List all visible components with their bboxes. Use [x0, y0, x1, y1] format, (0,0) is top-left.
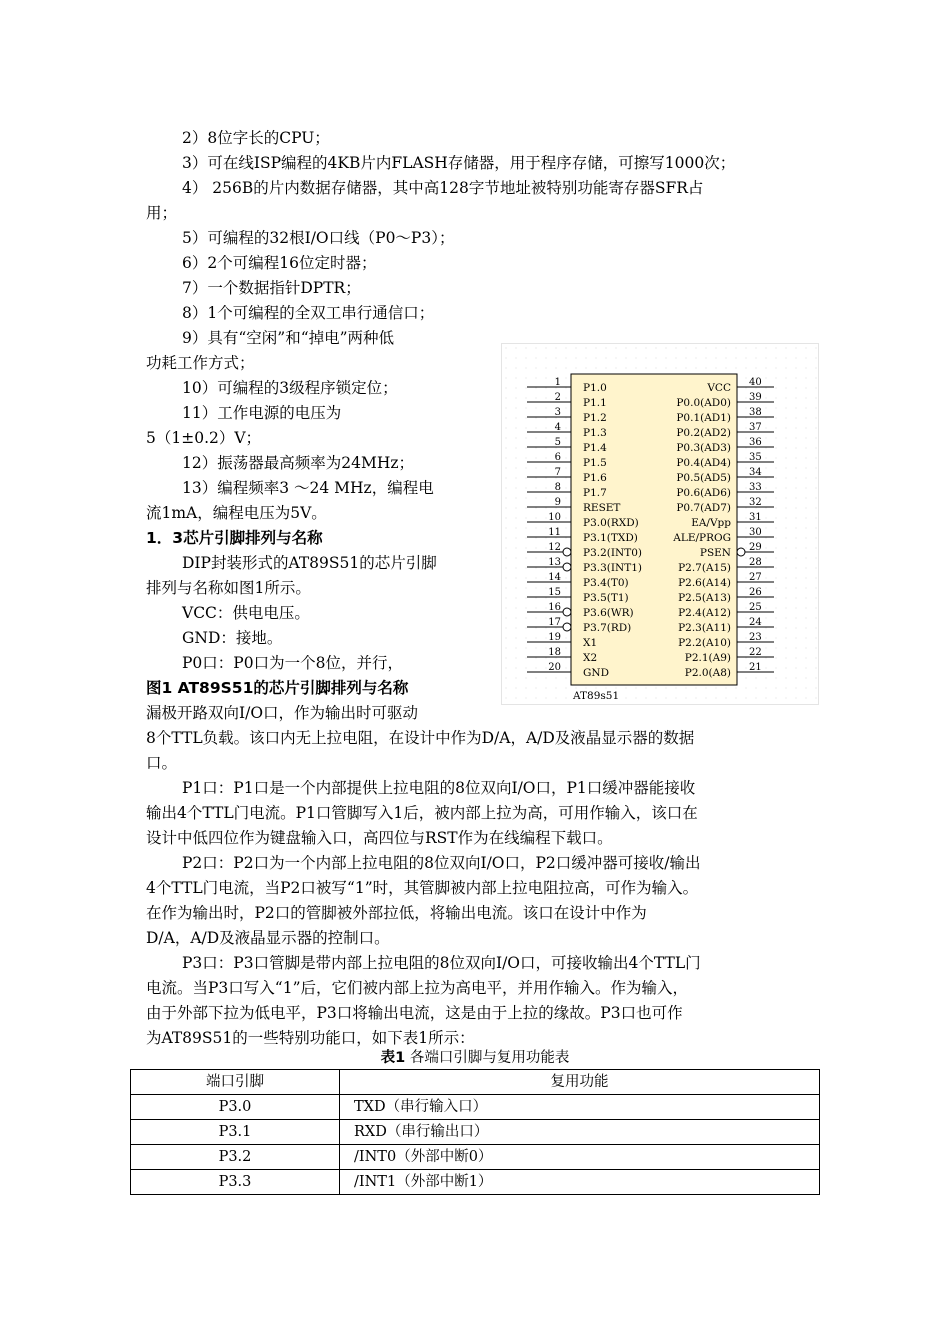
list-item-13: 13）编程频率3 ～24 MHz，编程电: [182, 479, 434, 497]
left-pin-number: 15: [548, 587, 561, 598]
right-pin-number: 38: [749, 407, 762, 418]
gnd-line: GND：接地。: [182, 629, 283, 647]
list-item-5: 5）可编程的32根I/O口线（P0～P3）；: [182, 229, 455, 247]
p3-paragraph-cont-2: 由于外部下拉为低电平，P3口将输出电流，这是由于上拉的缘故。P3口也可作: [146, 1004, 683, 1022]
p0-paragraph: P0口：P0口为一个8位，并行，: [182, 654, 403, 672]
left-pin-label: P1.4: [583, 442, 607, 454]
right-pin-number: 40: [749, 377, 762, 388]
left-pin-label: P3.7(RD): [583, 622, 632, 634]
left-pin-number: 16: [548, 602, 561, 613]
right-pin-label: P0.5(AD5): [676, 472, 731, 484]
left-pin-number: 10: [548, 512, 561, 523]
list-item-6: 6）2个可编程16位定时器；: [182, 254, 377, 272]
right-pin-label: P0.2(AD2): [676, 427, 731, 439]
left-pin-number: 9: [554, 497, 561, 508]
chip-name: AT89s51: [573, 690, 620, 702]
p0-paragraph-cont-3: 口。: [146, 754, 178, 772]
vcc-line: VCC：供电电压。: [182, 604, 310, 622]
p3-paragraph-cont-3: 为AT89S51的一些特别功能口，如下表1所示：: [146, 1029, 475, 1047]
table-header-row: [131, 1070, 820, 1095]
header-function: 复用功能: [340, 1070, 820, 1095]
left-pin-label: P1.5: [583, 457, 607, 469]
right-pin-label: VCC: [707, 382, 731, 394]
right-pin-number: 35: [749, 452, 762, 463]
right-pin-number: 34: [749, 467, 762, 478]
right-pin-label: P0.1(AD1): [676, 412, 731, 424]
left-pin-label: RESET: [583, 502, 621, 514]
left-pin-bubble-17: [563, 623, 571, 631]
right-pin-label: EA/Vpp: [691, 517, 731, 529]
p2-paragraph-cont-1: 4个TTL门电流，当P2口被写“1”时，其管脚被内部上拉电阻拉高，可作为输入。: [146, 879, 699, 897]
dip-paragraph: DIP封装形式的AT89S51的芯片引脚: [182, 554, 437, 572]
left-pin-label: P1.0: [583, 382, 607, 394]
right-pin-label: P2.0(A8): [684, 667, 731, 679]
table-caption-number: 表1: [380, 1050, 406, 1066]
table-caption-text: 各端口引脚与复用功能表: [405, 1050, 570, 1066]
right-pin-number: 21: [749, 662, 762, 673]
p2-paragraph-cont-3: D/A，A/D及液晶显示器的控制口。: [146, 929, 390, 947]
right-pin-label: P2.4(A12): [678, 607, 731, 619]
left-pin-label: P1.2: [583, 412, 607, 424]
left-pin-number: 4: [554, 422, 561, 433]
left-pin-number: 11: [548, 527, 561, 538]
right-pin-number: 29: [749, 542, 762, 553]
list-item-7: 7）一个数据指针DPTR；: [182, 279, 361, 297]
left-pin-label: P3.1(TXD): [583, 532, 638, 544]
left-pin-label: P3.6(WR): [583, 607, 634, 619]
left-pin-number: 1: [554, 377, 561, 388]
left-pin-bubble-16: [563, 608, 571, 616]
cell-function: /INT1（外部中断1）: [340, 1170, 820, 1195]
right-pin-label: ALE/PROG: [673, 532, 731, 544]
table-row: [131, 1120, 820, 1145]
left-pin-number: 3: [554, 407, 561, 418]
left-pin-label: GND: [583, 667, 609, 679]
p0-paragraph-cont-2: 8个TTL负载。该口内无上拉电阻，在设计中作为D/A，A/D及液晶显示器的数据: [146, 729, 695, 747]
list-item-10: 10）可编程的3级程序锁定位；: [182, 379, 398, 397]
left-pin-label: P1.7: [583, 487, 607, 499]
p1-paragraph: P1口：P1口是一个内部提供上拉电阻的8位双向I/O口，P1口缓冲器能接收: [182, 779, 696, 797]
p2-paragraph: P2口：P2口为一个内部上拉电阻的8位双向I/O口，P2口缓冲器可接收/输出: [182, 854, 701, 872]
left-pin-label: P3.5(T1): [583, 592, 629, 604]
left-pin-number: 14: [548, 572, 561, 583]
list-item-9-cont: 功耗工作方式；: [146, 354, 255, 372]
list-item-8: 8）1个可编程的全双工串行通信口；: [182, 304, 435, 322]
table-row: [131, 1145, 820, 1170]
left-pin-number: 2: [554, 392, 561, 403]
left-pin-label: X2: [583, 652, 598, 664]
chip-pinout-figure: [501, 343, 819, 705]
list-item-11-cont: 5（1±0.2）V；: [146, 429, 262, 447]
right-pin-number: 28: [749, 557, 762, 568]
right-pin-number: 36: [749, 437, 762, 448]
right-pin-number: 25: [749, 602, 762, 613]
cell-pin: P3.3: [131, 1170, 340, 1195]
left-pin-number: 8: [554, 482, 561, 493]
p1-paragraph-cont-2: 设计中低四位作为键盘输入口，高四位与RST作为在线编程下载口。: [146, 829, 613, 847]
cell-function: /INT0（外部中断0）: [340, 1145, 820, 1170]
right-pin-number: 24: [749, 617, 762, 628]
table-row: [131, 1170, 820, 1195]
left-pin-label: P3.3(INT1): [583, 562, 642, 574]
cell-function: RXD（串行输出口）: [340, 1120, 820, 1145]
left-pin-label: P1.3: [583, 427, 607, 439]
left-pin-label: P1.6: [583, 472, 607, 484]
left-pin-bubble-12: [563, 548, 571, 556]
right-pin-number: 27: [749, 572, 762, 583]
right-pin-number: 26: [749, 587, 762, 598]
list-item-13-cont: 流1mA，编程电压为5V。: [146, 504, 327, 522]
left-pin-number: 19: [548, 632, 561, 643]
left-pin-label: P1.1: [583, 397, 607, 409]
port-function-table: [130, 1069, 820, 1195]
right-pin-label: P0.0(AD0): [676, 397, 731, 409]
right-pin-label: P2.1(A9): [684, 652, 731, 664]
right-pin-label: P2.6(A14): [678, 577, 731, 589]
left-pin-number: 17: [548, 617, 561, 628]
right-pin-label: P2.7(A15): [678, 562, 731, 574]
right-pin-number: 30: [749, 527, 762, 538]
cell-pin: P3.0: [131, 1095, 340, 1120]
right-pin-label: P0.4(AD4): [676, 457, 731, 469]
left-pin-number: 12: [548, 542, 561, 553]
right-pin-number: 32: [749, 497, 762, 508]
left-pin-number: 13: [548, 557, 561, 568]
list-item-11: 11）工作电源的电压为: [182, 404, 342, 422]
table-row: [131, 1095, 820, 1120]
list-item-3: 3）可在线ISP编程的4KB片内FLASH存储器，用于程序存储，可擦写1000次；: [182, 154, 736, 172]
figure-caption: 图1 AT89S51的芯片引脚排列与名称: [146, 679, 409, 697]
left-pin-number: 6: [554, 452, 561, 463]
section-title: 1．3芯片引脚排列与名称: [146, 529, 323, 547]
cell-function: TXD（串行输入口）: [340, 1095, 820, 1120]
cell-pin: P3.2: [131, 1145, 340, 1170]
table-caption: [0, 1048, 950, 1068]
left-pin-bubble-13: [563, 563, 571, 571]
cell-pin: P3.1: [131, 1120, 340, 1145]
list-item-4: 4） 256B的片内数据存储器，其中高128字节地址被特别功能寄存器SFR占: [182, 179, 704, 197]
right-pin-number: 33: [749, 482, 762, 493]
right-pin-label: P2.5(A13): [678, 592, 731, 604]
left-pin-number: 7: [554, 467, 561, 478]
right-pin-label: P0.6(AD6): [676, 487, 731, 499]
list-item-4-cont: 用；: [146, 204, 178, 222]
right-pin-number: 39: [749, 392, 762, 403]
right-pin-number: 23: [749, 632, 762, 643]
left-pin-label: P3.4(T0): [583, 577, 629, 589]
right-pin-number: 22: [749, 647, 762, 658]
dip-paragraph-cont: 排列与名称如图1所示。: [146, 579, 311, 597]
right-pin-label: P2.3(A11): [678, 622, 731, 634]
left-pin-label: X1: [583, 637, 598, 649]
chip-diagram: [501, 343, 819, 705]
left-pin-number: 20: [548, 662, 561, 673]
right-pin-number: 31: [749, 512, 762, 523]
right-pin-bubble-29: [737, 548, 745, 556]
p2-paragraph-cont-2: 在作为输出时，P2口的管脚被外部拉低，将输出电流。该口在设计中作为: [146, 904, 647, 922]
right-pin-label: PSEN: [699, 547, 731, 559]
list-item-12: 12）振荡器最高频率为24MHz；: [182, 454, 415, 472]
header-port-pin: 端口引脚: [131, 1070, 340, 1095]
list-item-2: 2）8位字长的CPU；: [182, 129, 330, 147]
p3-paragraph-cont-1: 电流。当P3口写入“1”后，它们被内部上拉为高电平，并用作输入。作为输入，: [146, 979, 689, 997]
p3-paragraph: P3口：P3口管脚是带内部上拉电阻的8位双向I/O口，可接收输出4个TTL门: [182, 954, 701, 972]
right-pin-label: P2.2(A10): [678, 637, 731, 649]
left-pin-label: P3.2(INT0): [583, 547, 642, 559]
list-item-9: 9）具有“空闲”和“掉电”两种低: [182, 329, 395, 347]
left-pin-label: P3.0(RXD): [583, 517, 639, 529]
left-pin-number: 5: [554, 437, 561, 448]
left-pin-number: 18: [548, 647, 561, 658]
right-pin-label: P0.7(AD7): [676, 502, 731, 514]
right-pin-label: P0.3(AD3): [676, 442, 731, 454]
p1-paragraph-cont-1: 输出4个TTL门电流。P1口管脚写入1后，被内部上拉为高，可用作输入，该口在: [146, 804, 698, 822]
right-pin-number: 37: [749, 422, 762, 433]
p0-paragraph-cont-1: 漏极开路双向I/O口，作为输出时可驱动: [146, 704, 419, 722]
